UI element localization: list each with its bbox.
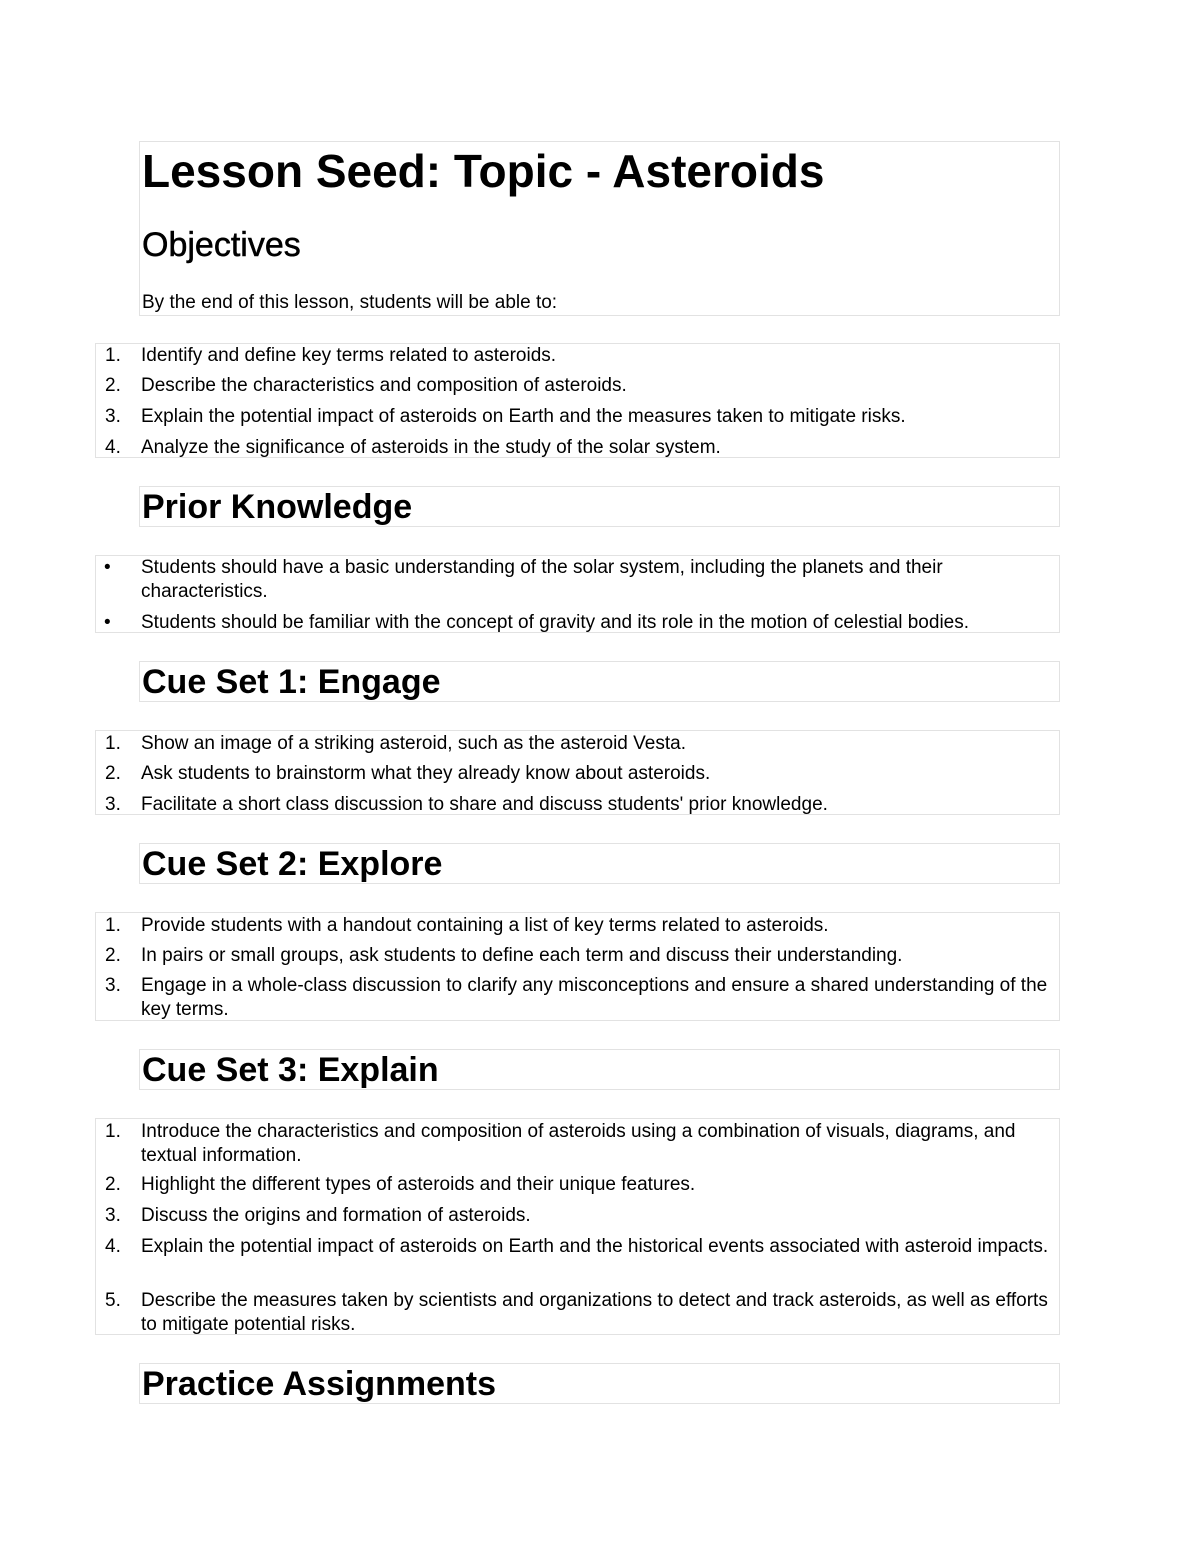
list-item-text: Students should have a basic understanding of the solar system, including the planets and their characteristics. [141, 557, 943, 602]
list-number: 4. [105, 1236, 121, 1257]
list-number: 3. [105, 975, 121, 996]
cue-set-3-heading-block [139, 1049, 1060, 1090]
list-number: 1. [105, 915, 121, 936]
list-item-text: Students should be familiar with the concept of gravity and its role in the motion of celestial bodies. [141, 612, 970, 633]
list-item-text: Facilitate a short class discussion to share and discuss students' prior knowledge. [141, 794, 828, 815]
document-title: Lesson Seed: Topic - Asteroids [142, 145, 825, 197]
cue-set-1-heading-block [139, 661, 1060, 702]
objectives-heading: Objectives [142, 226, 301, 264]
list-item-text: Highlight the different types of asteroids and their unique features. [141, 1174, 696, 1195]
list-item-text: Describe the measures taken by scientists and organizations to detect and track asteroids, as well as efforts to mitigate potential risks. [141, 1290, 1048, 1335]
list-number: 2. [105, 1174, 121, 1195]
cue-set-3-list [95, 1118, 1060, 1335]
list-item-text: Explain the potential impact of asteroids on Earth and the historical events associated with asteroid impacts. [141, 1236, 1049, 1257]
objectives-intro: By the end of this lesson, students will be able to: [142, 292, 558, 313]
list-number: 5. [105, 1290, 121, 1311]
list-item-text: Analyze the significance of asteroids in the study of the solar system. [141, 437, 721, 458]
cue-set-1-list [95, 730, 1060, 815]
practice-heading: Practice Assignments [142, 1365, 496, 1403]
list-number: 2. [105, 763, 121, 784]
prior-knowledge-heading-block [139, 486, 1060, 527]
cue-set-2-list [95, 912, 1060, 1021]
list-item-text: Engage in a whole-class discussion to clarify any misconceptions and ensure a shared understanding of the key terms. [141, 975, 1048, 1020]
prior-knowledge-heading: Prior Knowledge [142, 488, 413, 526]
title-objectives-block [139, 141, 1060, 316]
cue-set-1-heading: Cue Set 1: Engage [142, 663, 441, 701]
list-item-text: Identify and define key terms related to asteroids. [141, 345, 557, 366]
cue-set-2-heading-block [139, 843, 1060, 884]
bullet-icon: • [104, 612, 111, 633]
list-number: 1. [105, 345, 121, 366]
cue-set-2-heading: Cue Set 2: Explore [142, 845, 443, 883]
list-number: 1. [105, 733, 121, 754]
list-item-text: Discuss the origins and formation of asteroids. [141, 1205, 531, 1226]
list-item-text: Ask students to brainstorm what they already know about asteroids. [141, 763, 711, 784]
objectives-list [95, 343, 1060, 458]
list-number: 2. [105, 945, 121, 966]
prior-knowledge-list [95, 555, 1060, 633]
practice-heading-block [139, 1363, 1060, 1404]
list-item-text: Describe the characteristics and composition of asteroids. [141, 375, 627, 396]
bullet-icon: • [104, 557, 111, 578]
list-number: 4. [105, 437, 121, 458]
list-item-text: Introduce the characteristics and composition of asteroids using a combination of visuals, diagrams, and textual information. [141, 1121, 1016, 1166]
list-item-text: Explain the potential impact of asteroids on Earth and the measures taken to mitigate risks. [141, 406, 906, 427]
list-number: 3. [105, 406, 121, 427]
cue-set-3-heading: Cue Set 3: Explain [142, 1051, 439, 1089]
list-number: 3. [105, 794, 121, 815]
list-number: 1. [105, 1121, 121, 1142]
list-number: 2. [105, 375, 121, 396]
list-item-text: Show an image of a striking asteroid, such as the asteroid Vesta. [141, 733, 686, 754]
list-number: 3. [105, 1205, 121, 1226]
list-item-text: In pairs or small groups, ask students to define each term and discuss their understanding. [141, 945, 903, 966]
list-item-text: Provide students with a handout containing a list of key terms related to asteroids. [141, 915, 829, 936]
